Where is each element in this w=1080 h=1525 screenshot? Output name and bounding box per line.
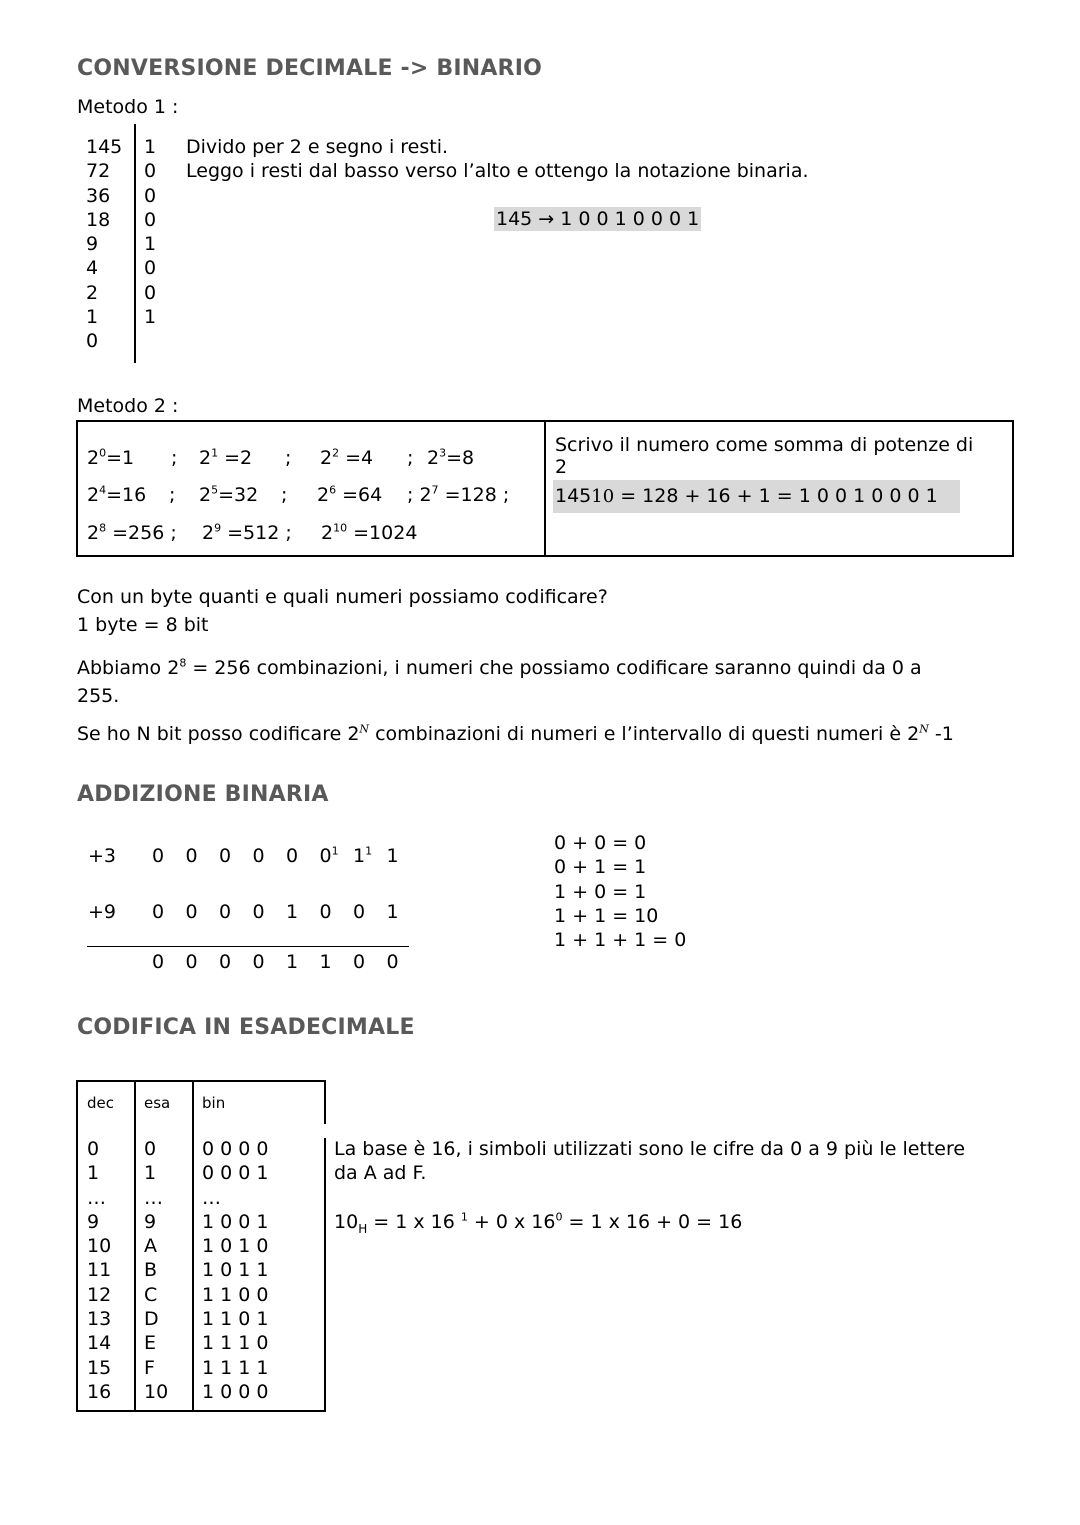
bit: 0	[219, 845, 232, 867]
method-1-description	[186, 135, 809, 184]
byte-equation: 1 byte = 8 bit	[77, 614, 209, 636]
addition-rule: 1 + 0 = 1	[554, 880, 647, 903]
power-2-8: $2^8 =256$ ;	[87, 521, 177, 544]
method-2-line-1: Scrivo il numero come somma di potenze di	[555, 434, 974, 456]
header-bin: bin	[202, 1094, 226, 1112]
method-1-label: Metodo 1 :	[77, 96, 179, 118]
power-2-0: $2^0=1$	[87, 446, 135, 469]
bin-cell: 0 0 0 1	[202, 1162, 269, 1185]
addition-rule: 1 + 1 + 1 = 0	[554, 929, 687, 952]
carry-digit: 1	[365, 844, 373, 858]
addend-b-label: +9	[88, 901, 117, 923]
separator: ;	[169, 484, 176, 506]
bit: 1	[386, 901, 399, 923]
quotients-column	[86, 135, 122, 354]
bit: 0	[353, 901, 366, 923]
esa-column	[144, 1137, 168, 1404]
table-right-border	[324, 1080, 326, 1124]
esa-cell: 0	[144, 1138, 157, 1160]
esa-cell: B	[144, 1259, 158, 1282]
dec-cell: …	[87, 1186, 106, 1209]
bin-cell: 1 0 1 1	[202, 1259, 269, 1282]
method-2-label: Metodo 2 :	[77, 395, 179, 417]
bit: 0	[152, 901, 165, 923]
separator: ;	[285, 447, 292, 469]
separator: ;	[171, 447, 178, 469]
bit: 0	[386, 951, 399, 973]
bit: 1	[286, 901, 299, 923]
bit: 0	[319, 901, 332, 923]
bit: 0	[353, 951, 366, 973]
remainder-value: 0	[144, 257, 157, 280]
method-2-line-2: 2	[555, 456, 568, 478]
quotient-value: 72	[86, 160, 111, 183]
sum-line	[87, 946, 409, 947]
power-2-4: $2^4=16$	[87, 483, 147, 506]
quotient-value: 36	[86, 184, 111, 207]
remainders-column	[144, 135, 156, 329]
addend-a-label: +3	[88, 845, 117, 867]
dec-cell: 15	[87, 1356, 112, 1379]
addition-rules	[554, 831, 686, 952]
bit: 0	[252, 845, 265, 867]
power-2-2: $2^2 =4$	[320, 446, 374, 469]
bit: 0	[185, 951, 198, 973]
bit: $0^1$	[319, 844, 339, 867]
header-dec: dec	[87, 1094, 114, 1112]
quotient-value: 9	[86, 233, 99, 256]
bin-cell: 1 0 0 0	[202, 1380, 269, 1403]
division-divider	[134, 124, 136, 363]
addition-rule: 1 + 1 = 10	[554, 904, 659, 927]
esa-cell: F	[144, 1356, 155, 1379]
table-col-divider-2	[192, 1080, 194, 1412]
remainder-value: 1	[144, 136, 157, 158]
quotient-value: 4	[86, 257, 99, 280]
remainder-value: 1	[144, 233, 157, 256]
bit: 0	[185, 901, 198, 923]
bit: 1	[386, 845, 399, 867]
bit: 0	[185, 845, 198, 867]
bin-cell: 1 1 1 0	[202, 1332, 269, 1355]
bin-column	[202, 1137, 268, 1404]
remainder-value: 0	[144, 208, 157, 231]
esa-cell: D	[144, 1308, 159, 1331]
binary-result: 145 → 1 0 0 1 0 0 0 1	[496, 208, 700, 230]
powers-row-3	[87, 521, 418, 544]
remainder-value: 0	[144, 160, 157, 183]
esa-cell: C	[144, 1283, 158, 1306]
table-col-divider-1	[134, 1080, 136, 1412]
power-2-3: $2^3=8$	[427, 446, 475, 469]
remainder-value: 0	[144, 281, 157, 304]
quotient-value: 18	[86, 208, 111, 231]
bit: 0	[252, 901, 265, 923]
powers-row-1	[87, 446, 475, 469]
esa-cell: E	[144, 1332, 157, 1355]
method-2-description	[555, 434, 973, 478]
hex-description	[334, 1137, 965, 1186]
bit: 0	[286, 845, 299, 867]
power-2-6: $2^6 =64$	[317, 483, 383, 506]
separator: ;	[407, 447, 414, 469]
desc-line-1: Divido per 2 e segno i resti.	[186, 136, 449, 158]
power-2-5: $2^5=32$	[199, 483, 259, 506]
esa-cell: 10	[144, 1380, 169, 1403]
dec-cell: 11	[87, 1259, 112, 1282]
table-right-border-lower	[324, 1138, 326, 1412]
separator: ;	[281, 484, 288, 506]
dec-cell: 9	[87, 1210, 100, 1233]
desc-line-2: Leggo i resti dal basso verso l’alto e ottengo la notazione binaria.	[186, 160, 809, 183]
dec-cell: 10	[87, 1235, 112, 1258]
section-title-hex: CODIFICA IN ESADECIMALE	[77, 1015, 415, 1040]
bit: 0	[152, 845, 165, 867]
quotient-value: 1	[86, 306, 99, 329]
dec-cell: 16	[87, 1380, 112, 1403]
dec-column	[87, 1137, 111, 1404]
table-bottom-border	[76, 1410, 326, 1412]
bin-cell: 1 1 0 1	[202, 1308, 269, 1331]
esa-cell: 9	[144, 1210, 157, 1233]
carry-digit: 1	[331, 844, 339, 858]
bit: 0	[219, 901, 232, 923]
power-2-10: $2^{10} =1024$	[321, 521, 418, 544]
bin-cell: …	[202, 1186, 221, 1209]
quotient-value: 0	[86, 330, 99, 353]
esa-cell: …	[144, 1186, 163, 1209]
quotient-value: 145	[86, 136, 123, 158]
method-2-result: 14510 = 128 + 16 + 1 = 1 0 0 1 0 0 0 1	[553, 480, 960, 513]
dec-cell: 1	[87, 1162, 100, 1185]
addition-rule: 0 + 1 = 1	[554, 856, 647, 879]
table-top-border	[76, 1080, 326, 1082]
bit: $1^1$	[353, 844, 373, 867]
dec-cell: 0	[87, 1138, 100, 1160]
power-2-9: $2^9 =512$ ;	[202, 521, 292, 544]
bin-cell: 1 0 1 0	[202, 1235, 269, 1258]
esa-cell: A	[144, 1235, 157, 1258]
dec-cell: 12	[87, 1283, 112, 1306]
table-left-border	[76, 1080, 78, 1412]
combinations-paragraph: Abbiamo $2^8 = 256$ combinazioni, i numeri che possiamo codificare saranno quindi da 0 a 255.	[77, 656, 922, 707]
section-title-binary-addition: ADDIZIONE BINARIA	[77, 782, 329, 807]
power-2-1: $2^1 =2$	[199, 446, 253, 469]
quotient-value: 2	[86, 281, 99, 304]
bin-cell: 1 0 0 1	[202, 1210, 269, 1233]
bit: 0	[152, 951, 165, 973]
hex-formula: $10_H = 1$ x 16 $^1$ + 0 x $16^0 = 1$ x 16 + 0 = 16	[334, 1210, 743, 1236]
dec-cell: 14	[87, 1332, 112, 1355]
section-title-decimal-binary: CONVERSIONE DECIMALE -> BINARIO	[77, 56, 542, 81]
bit: 1	[319, 951, 332, 973]
bin-cell: 0 0 0 0	[202, 1138, 269, 1160]
esa-cell: 1	[144, 1162, 157, 1185]
dec-cell: 13	[87, 1308, 112, 1331]
bin-cell: 1 1 0 0	[202, 1283, 269, 1306]
powers-table-divider	[544, 420, 546, 557]
powers-row-2	[87, 483, 510, 506]
remainder-value: 0	[144, 184, 157, 207]
hex-desc-line-1: La base è 16, i simboli utilizzati sono le cifre da 0 a 9 più le lettere	[334, 1138, 966, 1160]
power-2-7: ; $2^7 =128$ ;	[407, 483, 510, 506]
bit: 0	[252, 951, 265, 973]
bin-cell: 1 1 1 1	[202, 1356, 269, 1379]
bit: 1	[286, 951, 299, 973]
remainder-value: 1	[144, 306, 157, 329]
bit: 0	[219, 951, 232, 973]
header-esa: esa	[144, 1094, 171, 1112]
n-bit-paragraph: Se ho N bit posso codificare $2^N$ combinazioni di numeri e l’intervallo di questi numeri è $2^N$ -1	[77, 722, 954, 745]
hex-desc-line-2: da A ad F.	[334, 1162, 427, 1185]
byte-question: Con un byte quanti e quali numeri possiamo codificare?	[77, 586, 608, 608]
addition-rule: 0 + 0 = 0	[554, 832, 647, 854]
